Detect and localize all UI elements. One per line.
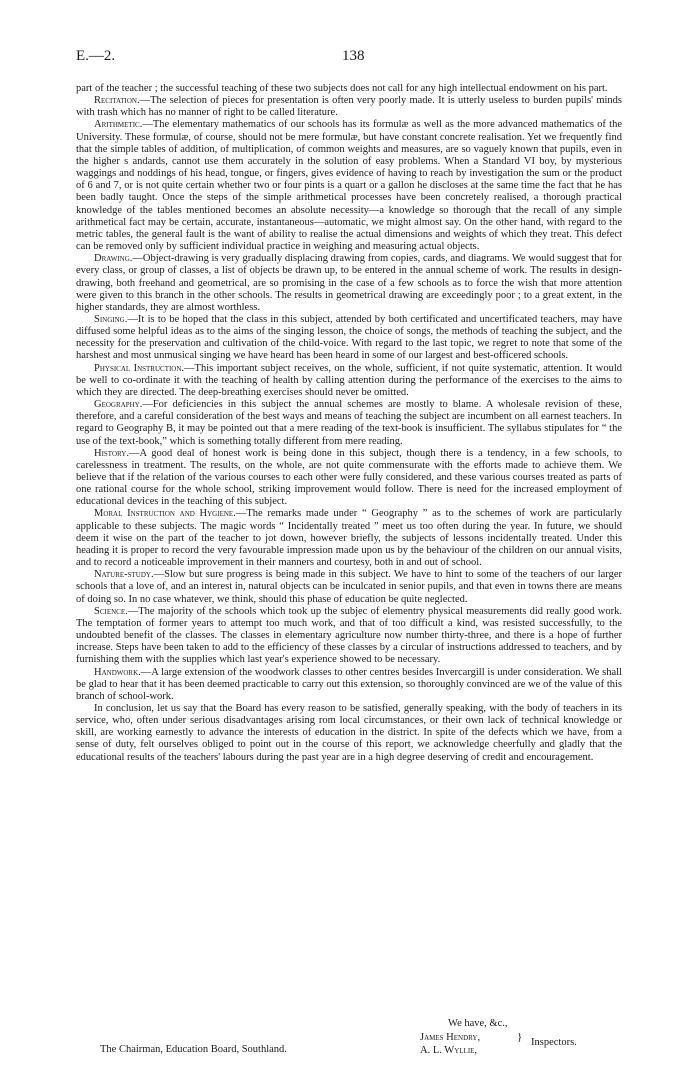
paragraph-geography xyxy=(76,399,622,448)
paragraph-heading: Science. xyxy=(94,605,128,617)
closing-salutation: We have, &c., xyxy=(448,1018,508,1029)
paragraph-heading: Drawing. xyxy=(94,253,133,265)
paragraph-heading: Moral Instruction and Hygiene. xyxy=(94,508,236,520)
paragraph-arithmetic xyxy=(76,119,622,253)
paragraph-drawing xyxy=(76,253,622,314)
paragraph-recitation xyxy=(76,95,622,119)
paragraph-heading: Nature-study. xyxy=(94,569,154,581)
paragraph-text: —A large extension of the woodwork classes to other centres besides Invercargill is under consideration. We shall be glad to hear that it has been deemed practicable to carry out this extension, so thoroughly convinced are we of the value of this branch of school-work. xyxy=(76,666,622,702)
paragraph-conclusion xyxy=(76,703,622,764)
paragraph-heading: Handwork. xyxy=(94,666,141,678)
paragraph-text: —The selection of pieces for presentation is often very poorly made. It is utterly useless to burden pupils' minds with trash which has no manner of right to be called literature. xyxy=(76,95,622,119)
paragraph-singing xyxy=(76,314,622,363)
paragraph-history xyxy=(76,448,622,509)
page-number: 138 xyxy=(342,48,365,64)
paragraph-text: —The remarks made under “ Geography ” as to the schemes of work are particularly applicable to these subjects. The magic words “ Incidentally treated ” meet us too often during the year. In future, we should deem it wise on the part of the teacher to jot down, however briefly, the subjects of lessons incidentally treated. Under this heading it is proper to record the very favourable impression made upon us by the behaviour of the children on our annual visits, and to record a noticeable improvement in their manners and courtesy, both in and out of school. xyxy=(76,508,622,569)
addressee: The Chairman, Education Board, Southland. xyxy=(100,1044,287,1055)
paragraph-text: —Slow but sure progress is being made in this subject. We have to hint to some of the teachers of our larger schools that a love of, and an interest in, natural objects can be inculcated in senior pupils, and that even in towns there are means of doing so. In no case whatever, we think, should this phase of education be quite neglected. xyxy=(76,569,622,605)
paragraph-text: —For deficiencies in this subject the annual schemes are mostly to blame. A wholesale revision of these, therefore, and a careful consideration of the best ways and means of teaching the subject are incumbent on all earnest teachers. In regard to Geography B, it may be pointed out that a mere reading of the text-book is insufficient. The syllabus stipulates for “ the use of the text-book,” which is something totally different from mere reading. xyxy=(76,399,622,447)
paragraph-heading: Arithmetic. xyxy=(94,119,143,131)
paragraph-text: In conclusion, let us say that the Board has every reason to be satisfied, generally speaking, with the body of teachers in its service, who, often under serious disadvantages arising rom local circumstances, or their own lack of technical knowledge or skill, are working earnestly to advance the interests of education in the district. In spite of the defects which we have, from a sense of duty, felt ourselves obliged to point out in the course of this report, we acknowledge cheerfully and gladly that the educational results of the teachers' labours during the past year are in a high degree deserving of credit and encouragement. xyxy=(76,702,622,763)
paragraph-heading: Physical Instruction. xyxy=(94,362,185,374)
paragraph-moral-instruction xyxy=(76,508,622,569)
paragraph-handwork xyxy=(76,667,622,703)
paragraph-text: —This important subject receives, on the whole, sufficient, if not quite systematic, attention. It would be well to co-ordinate it with the teaching of health by calling attention during the performance of the exercises to the aims to which they are directed. The deep-breathing exercises should never be omitted. xyxy=(76,362,622,398)
signatory-name: James Hendry, xyxy=(420,1032,481,1043)
paragraph-text: part of the teacher ; the successful teaching of these two subjects does not call for any high intellectual endowment on his part. xyxy=(76,83,608,94)
paragraph-text: —Object-drawing is very gradually displacing drawing from copies, cards, and diagrams. We would suggest that for every class, or group of classes, a list of objects be drawn up, to be entered in the annual scheme of work. The results in design-drawing, both freehand and geometrical, are so promising in the case of a few schools as to force the wish that more attention were given to this branch in the other schools. The results in geometrical drawing are exceedingly poor ; to a great extent, in the higher standards, they are almost worthless. xyxy=(76,253,622,313)
page-header xyxy=(64,48,644,68)
paragraph-nature-study xyxy=(76,569,622,605)
signatory-names xyxy=(420,1031,480,1057)
report-body xyxy=(76,83,622,764)
paragraph-continuation xyxy=(76,83,622,95)
paragraph-heading: Singing. xyxy=(94,313,128,325)
paragraph-text: —It is to be hoped that the class in this subject, attended by both certificated and uncertificated teachers, may have diffused some helpful ideas as to the aims of the singing lesson, the choice of songs, the methods of teaching the subject, and the necessity for the preservation and cultivation of the child-voice. With regard to the last topic, we regret to note that some of the harshest and most unmusical singing we have heard has been heard in some of our largest and best-officered schools. xyxy=(76,313,622,362)
closing-signature-block xyxy=(76,1018,622,1078)
paragraph-heading: Recitation. xyxy=(94,95,140,107)
paragraph-science xyxy=(76,606,622,667)
signatory-title: Inspectors. xyxy=(531,1037,577,1048)
paragraph-text: —A good deal of honest work is being done in this subject, though there is a tendency, in a few schools, to carelessness in treatment. The results, on the whole, are not quite commensurate with the efforts made to achieve them. We believe that if the relation of the various courses to each other were fully considered, and these various courses treated as parts of one rational course for the whole school, striking improvement would follow. There is need for the increased employment of educational devices in the teaching of this subject. xyxy=(76,447,622,508)
page-reference: E.—2. xyxy=(76,48,116,64)
paragraph-text: —The majority of the schools which took up the subjec of elementry physical measurements did really good work. The temptation of former years to attempt too much work, and that of too difficult a kind, was resisted successfully, to the undoubted benefit of the classes. The classes in elementary agriculture now number thirty-three, and there is a hope of further increase. Steps have been taken to add to the efficiency of these classes by a circular of instructions addressed to teachers, and by furnishing them with the supplies which last year's experience showed to be necessary. xyxy=(76,605,622,666)
paragraph-heading: History. xyxy=(94,447,129,459)
paragraph-heading: Geography. xyxy=(94,399,143,411)
signatory-brace: } xyxy=(517,1031,523,1043)
paragraph-physical-instruction xyxy=(76,363,622,399)
paragraph-text: —The elementary mathematics of our schools has its formulæ as well as the more advanced mathematics of the University. These formulæ, of course, should not be mere formulæ, but have constant concrete realisation. Yet we frequently find that the simple tables of addition, of multiplication, of common weights and measures, are so vaguely known that pupils, even in the higher s andards, cannot use them accurately in the solution of easy problems. When a Standard VI boy, by mysterious waggings and noddings of his head, tongue, or fingers, gives evidence of having to reach by investigation the sum or the product of 6 and 7, or is not quite certain whether two or four pints is a quart or a gallon he discloses at the same time the fact that he has been badly taught. Once the steps of the simple arithmetical processes have been concretely realised, a thorough practical knowledge of the tables mentioned becomes an absolute necessity—a knowledge so thorough that the recall of any simple arithmetical fact may be certain, accurate, instantaneous—automatic, we might almost say. On the other hand, with regard to the metric tables, the general fault is the want of ability to realise the actual dimensions and weights of which they treat. This defect can be removed only by sufficient individual practice in weighing and measuring actual objects. xyxy=(76,119,622,253)
signatory-name: A. L. Wyllie, xyxy=(420,1045,478,1056)
